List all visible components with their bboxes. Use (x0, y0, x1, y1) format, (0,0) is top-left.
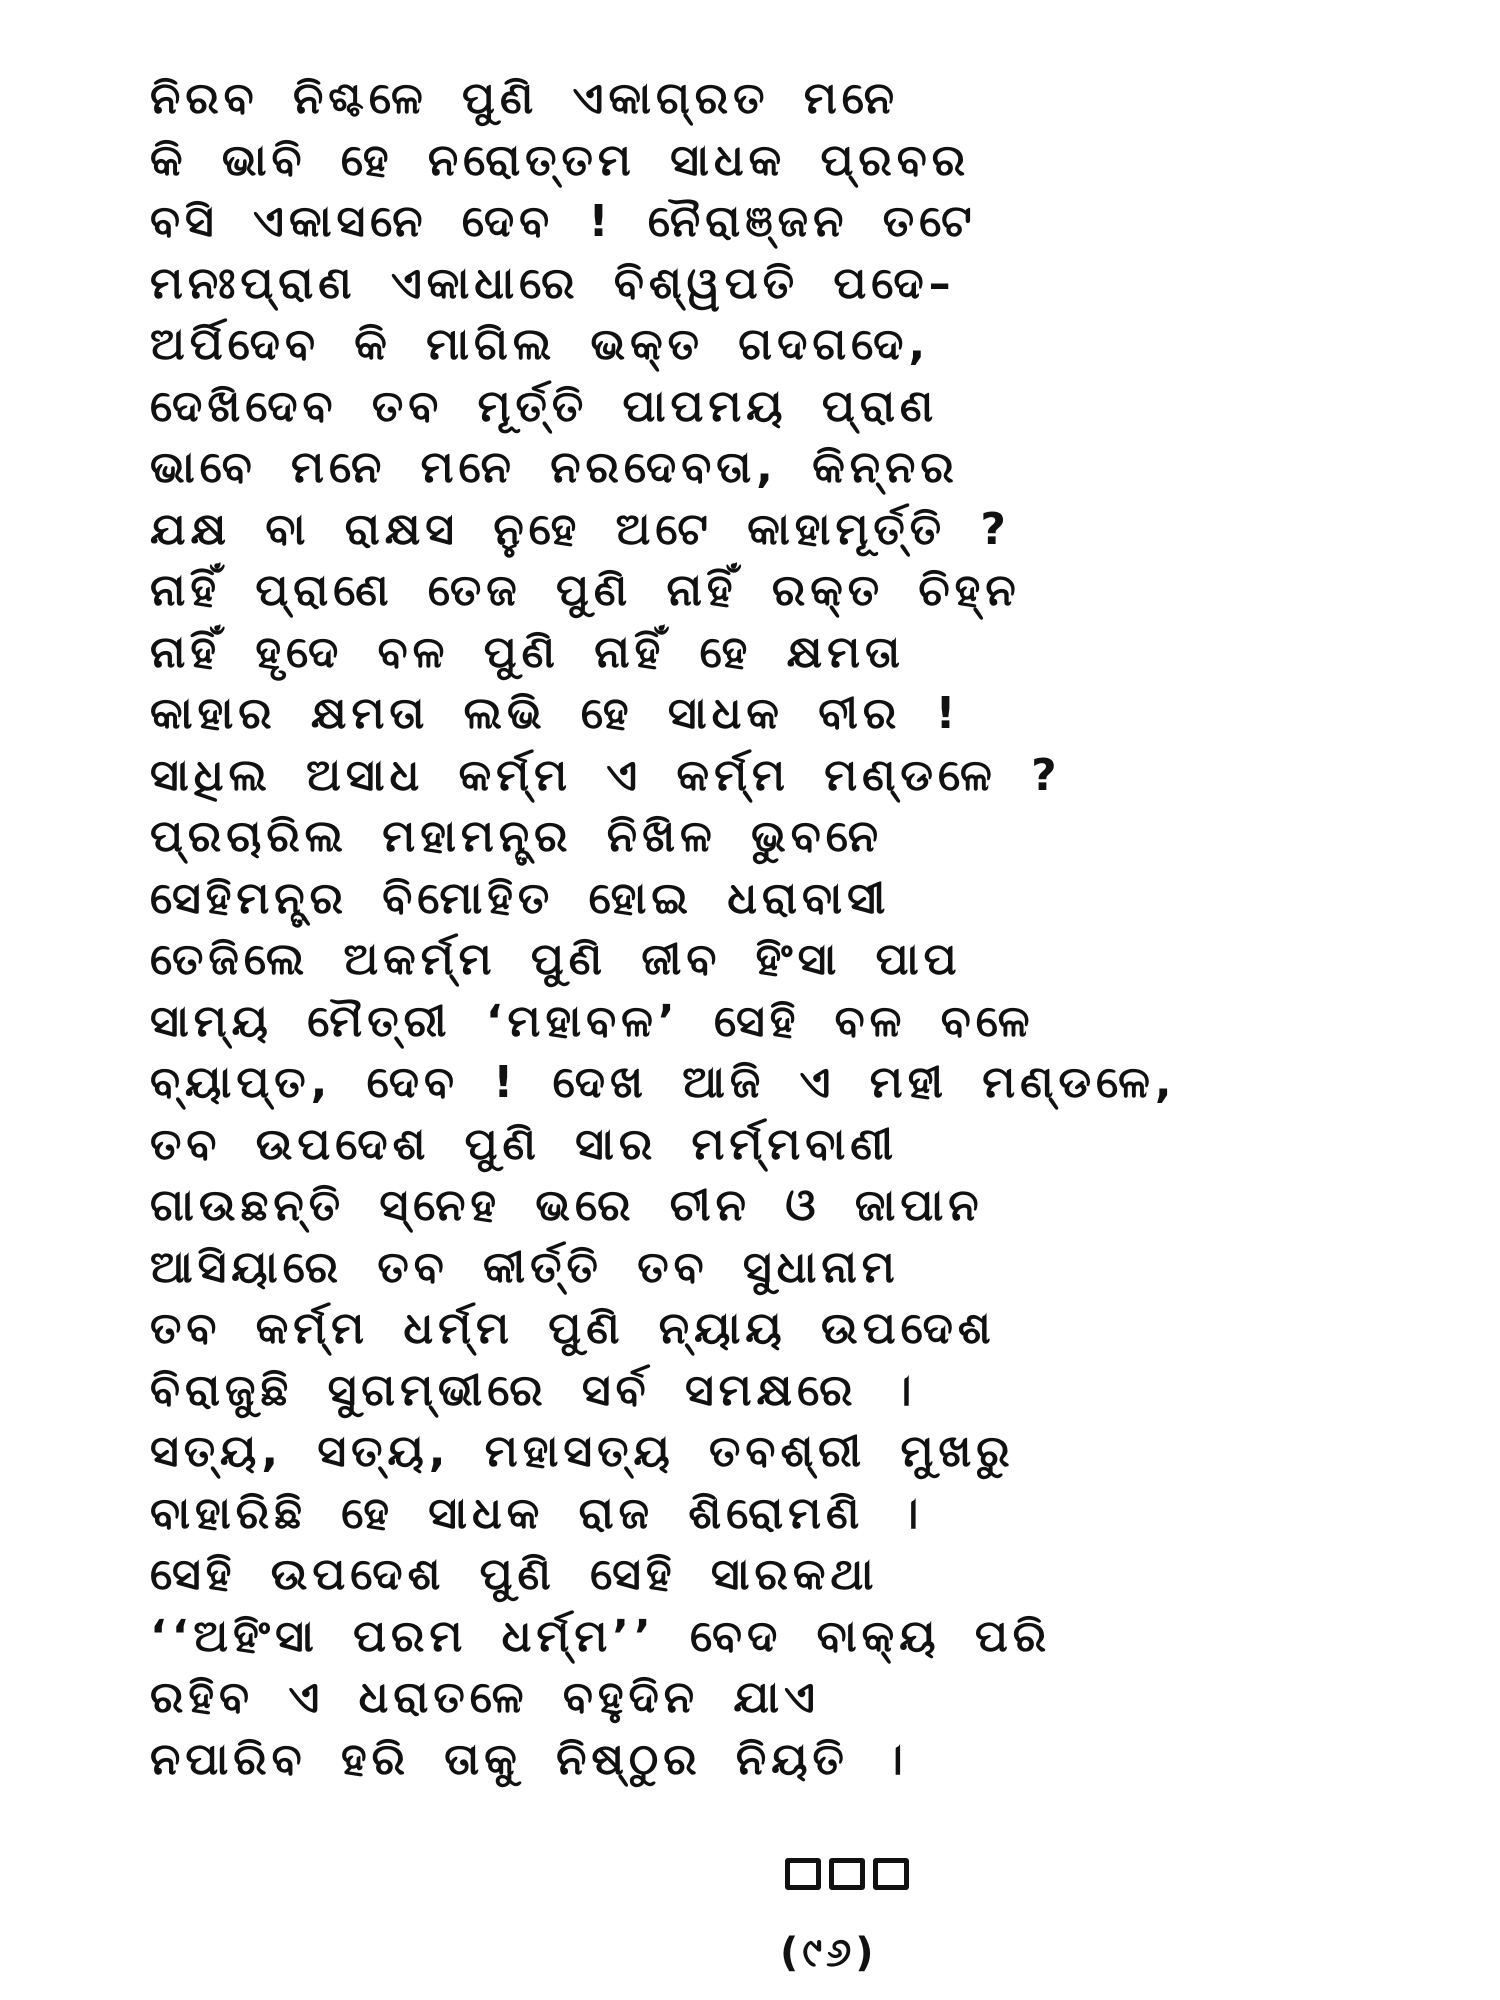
poem-line: ଯକ୍ଷ ବା ରାକ୍ଷସ ନୁହେ ଅଟେ କାହାମୂର୍ତ୍ତି ? (150, 503, 1011, 555)
poem-line: କାହାର କ୍ଷମତା ଲଭି ହେ ସାଧକ ବୀର ! (150, 688, 961, 739)
section-end-mark (785, 1858, 909, 1890)
poem-line: ସତ୍ୟ, ସତ୍ୟ, ମହାସତ୍ୟ ତବଶ୍ରୀ ମୁଖରୁ (150, 1426, 1015, 1477)
poem-line: ପ୍ରଚାରିଲ ମହାମନ୍ତ୍ର ନିଖିଳ ଭୁବନେ (150, 811, 884, 862)
poem-line: ତେଜିଲେ ଅକର୍ମ୍ମ ପୁଣି ଜୀବ ହିଂସା ପାପ (150, 934, 962, 985)
poem-line: ‘‘ଅହିଂସା ପରମ ଧର୍ମ୍ମ’’ ବେଦ ବାକ୍ୟ ପରି (150, 1610, 1052, 1662)
poem-line: ନାହିଁ ପ୍ରାଣେ ତେଜ ପୁଣି ନାହିଁ ରକ୍ତ ଚିହ୍ନ (150, 565, 1021, 616)
end-box-icon (873, 1858, 909, 1890)
end-box-icon (829, 1858, 865, 1890)
poem-line: ଦେଖିଦେବ ତବ ମୂର୍ତ୍ତି ପାପମୟ ପ୍ରାଣ (150, 380, 939, 432)
poem-line: ଆସିୟାରେ ତବ କୀର୍ତ୍ତି ତବ ସୁଧାନାମ (150, 1241, 900, 1293)
poem-line: ସେହି ଉପଦେଶ ପୁଣି ସେହି ସାରକଥା (150, 1549, 879, 1600)
poem-line: ସାମ୍ୟ ମୈତ୍ରୀ ‘ମହାବଳ’ ସେହି ବଳ ବଳେ (150, 995, 1035, 1047)
poem-line: ନପାରିବ ହରି ତାକୁ ନିଷ୍ଠୁର ନିୟତି । (150, 1733, 908, 1785)
poem-line: ରହିବ ଏ ଧରାତଳେ ବହୁଦିନ ଯାଏ (150, 1672, 820, 1723)
poem-line: ସେହିମନ୍ତ୍ର ବିମୋହିତ ହୋଇ ଧରାବାସୀ (150, 872, 891, 924)
poem-line: ତବ କର୍ମ୍ମ ଧର୍ମ୍ମ ପୁଣି ନ୍ୟାୟ ଉପଦେଶ (150, 1303, 996, 1354)
poem-line: କି ଭାବି ହେ ନରୋତ୍ତମ ସାଧକ ପ୍ରବର (150, 134, 971, 186)
poem-line: ବ୍ୟାପ୍ତ, ଦେବ ! ଦେଖ ଆଜି ଏ ମହୀ ମଣ୍ଡଳେ, (150, 1057, 1177, 1108)
poem-line: ଅର୍ପିଦେବ କି ମାଗିଲ ଭକ୍ତ ଗଦଗଦେ, (150, 319, 931, 370)
poem-line: ଗାଉଛନ୍ତି ସ୍ନେହ ଭରେ ଚୀନ ଓ ଜାପାନ (150, 1180, 984, 1231)
poem-line: ବିରାଜୁଛି ସୁଗମ୍ଭୀରେ ସର୍ବ ସମକ୍ଷରେ । (150, 1364, 917, 1416)
poem-line: ବସି ଏକାସନେ ଦେବ ! ନୈରାଞ୍ଜନ ତଟେ (150, 196, 977, 247)
poem-line: ସାଧିଲ ଅସାଧ କର୍ମ୍ମ ଏ କର୍ମ୍ମ ମଣ୍ଡଳେ ? (150, 749, 1062, 801)
poem-line: ଭାବେ ମନେ ମନେ ନରଦେବତା, କିନ୍ନର (150, 442, 959, 493)
poem-line: ମନଃପ୍ରାଣ ଏକାଧାରେ ବିଶ୍ୱପତି ପଦେ– (150, 257, 956, 309)
poem-line: ନିରବ ନିଶ୍ଚଳେ ପୁଣି ଏକାଗ୍ରତ ମନେ (150, 73, 900, 124)
poem-line: ତବ ଉପଦେଶ ପୁଣି ସାର ମର୍ମ୍ମବାଣୀ (150, 1118, 899, 1170)
poem-line: ନାହିଁ ହୃଦେ ବଳ ପୁଣି ନାହିଁ ହେ କ୍ଷମତା (150, 626, 906, 678)
end-box-icon (785, 1858, 821, 1890)
page-number: (୯୬) (780, 1930, 878, 1976)
poem (150, 68, 1400, 1790)
poem-line: ବାହାରିଛି ହେ ସାଧକ ରାଜ ଶିରୋମଣି । (150, 1487, 924, 1539)
